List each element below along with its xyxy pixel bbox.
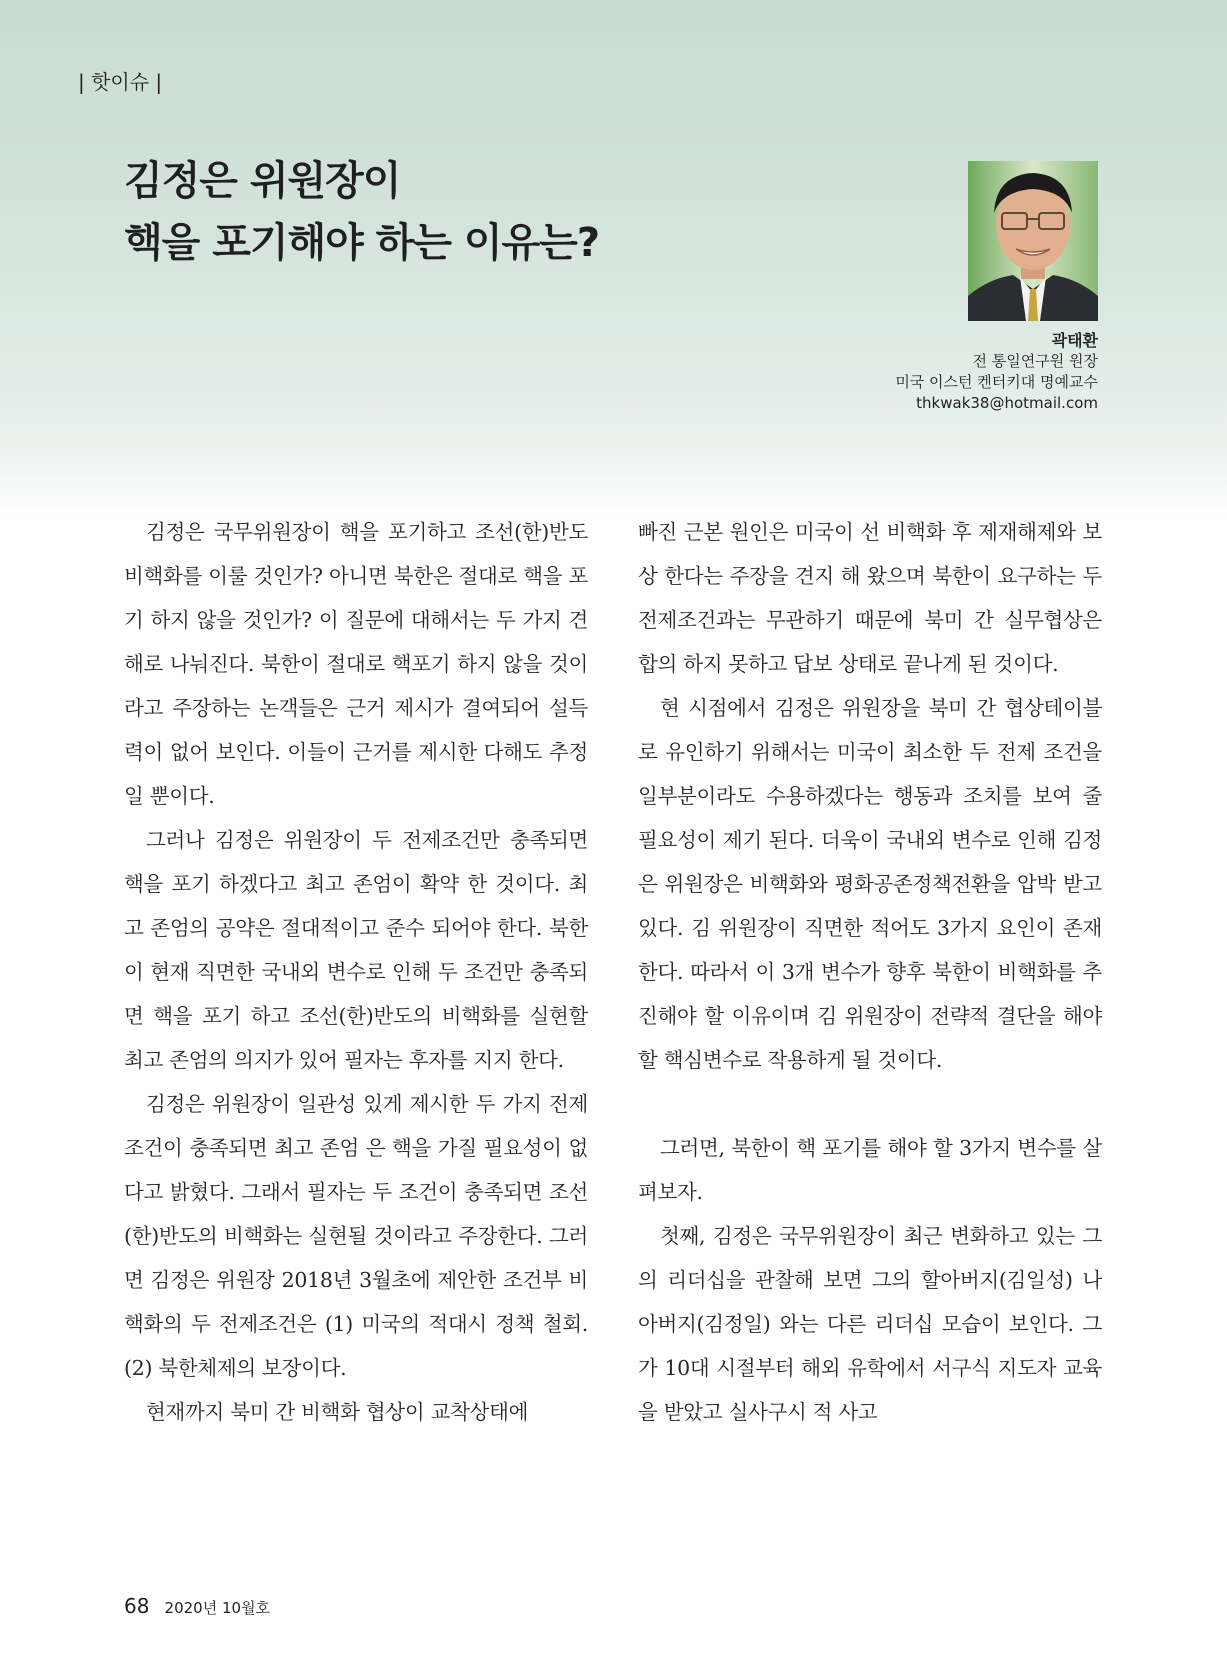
paragraph: 김정은 국무위원장이 핵을 포기하고 조선(한)반도 비핵화를 이룰 것인가? 아니면 북한은 절대로 핵을 포기 하지 않을 것인가? 이 질문에 대해서는 두 가지 견해로 나눠진다. 북한이 절대로 핵포기 하지 않을 것이라고 주장하는 논객들은 근거 제시가 결여되어 설득력이 없어 보인다. 이들이 근거를 제시한 다해도 추정일 뿐이다. — [124, 520, 588, 808]
paragraph: 현재까지 북미 간 비핵화 협상이 교착상태에 — [146, 1400, 529, 1424]
author-title-2: 미국 이스턴 켄터키대 명예교수 — [895, 373, 1098, 391]
section-label: | 핫이슈 | — [78, 70, 163, 94]
author-info — [895, 330, 1098, 414]
author-email: thkwak38@hotmail.com — [916, 394, 1098, 412]
page-footer — [124, 1594, 270, 1618]
author-title-1: 전 통일연구원 원장 — [972, 352, 1098, 370]
article-title-line-2: 핵을 포기해야 하는 이유는? — [124, 220, 600, 266]
body-column-left — [124, 510, 588, 1434]
issue-label: 2020년 10월호 — [164, 1599, 271, 1617]
author-portrait-image — [968, 161, 1098, 321]
body-column-right — [638, 510, 1102, 1434]
paragraph: 그러면, 북한이 핵 포기를 해야 할 3가지 변수를 살펴보자. — [638, 1136, 1102, 1204]
paragraph: 첫째, 김정은 국무위원장이 최근 변화하고 있는 그의 리더십을 관찰해 보면 그의 할아버지(김일성) 나 아버지(김정일) 와는 다른 리더십 모습이 보인다. 그가 10대 시절부터 해외 유학에서 서구식 지도자 교육을 받았고 실사구시 적 사고 — [638, 1224, 1102, 1424]
page-number: 68 — [124, 1594, 150, 1618]
paragraph: 김정은 위원장이 일관성 있게 제시한 두 가지 전제조건이 충족되면 최고 존엄 은 핵을 가질 필요성이 없다고 밝혔다. 그래서 필자는 두 조건이 충족되면 조선(한)반도의 비핵화는 실현될 것이라고 주장한다. 그러면 김정은 위원장 2018년 3월초에 제안한 조건부 비핵화의 두 전제조건은 (1) 미국의 적대시 정책 철회. (2) 북한체제의 보장이다. — [124, 1092, 588, 1380]
paragraph: 현 시점에서 김정은 위원장을 북미 간 협상테이블로 유인하기 위해서는 미국이 최소한 두 전제 조건을 일부분이라도 수용하겠다는 행동과 조치를 보여 줄 필요성이 제기 된다. 더욱이 국내외 변수로 인해 김정은 위원장은 비핵화와 평화공존정책전환을 압박 받고 있다. 김 위원장이 직면한 적어도 3가지 요인이 존재한다. 따라서 이 3개 변수가 향후 북한이 비핵화를 추진해야 할 이유이며 김 위원장이 전략적 결단을 해야 할 핵심변수로 작용하게 될 것이다. — [638, 696, 1102, 1072]
paragraph-gap — [638, 1082, 1102, 1126]
article-title-line-1: 김정은 위원장이 — [124, 158, 401, 204]
paragraph: 그러나 김정은 위원장이 두 전제조건만 충족되면 핵을 포기 하겠다고 최고 존엄이 확약 한 것이다. 최고 존엄의 공약은 절대적이고 준수 되어야 한다. 북한이 현재 직면한 국내외 변수로 인해 두 조건만 충족되면 핵을 포기 하고 조선(한)반도의 비핵화를 실현할 최고 존엄의 의지가 있어 필자는 후자를 지지 한다. — [124, 828, 588, 1072]
paragraph-continued: 빠진 근본 원인은 미국이 선 비핵화 후 제재해제와 보상 한다는 주장을 견지 해 왔으며 북한이 요구하는 두 전제조건과는 무관하기 때문에 북미 간 실무협상은 합의 하지 못하고 답보 상태로 끝나게 된 것이다. — [638, 520, 1102, 676]
author-name: 곽태환 — [1051, 331, 1098, 350]
article-title — [124, 150, 599, 274]
author-portrait — [968, 161, 1098, 321]
